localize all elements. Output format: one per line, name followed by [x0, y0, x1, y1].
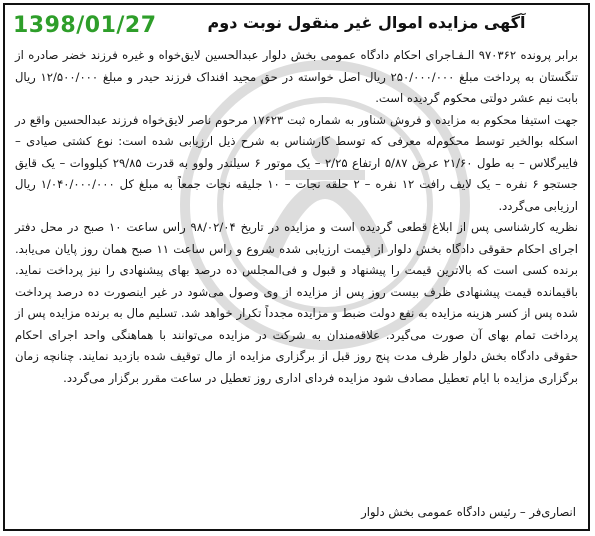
notice-body	[15, 45, 578, 389]
paragraph-case: برابر پرونده ۹۷۰۳۶۲ الـفـاجرای احکام دادگاه عمومی بخش دلوار عبدالحسین لایق‌خواه و غیره فرزند خضر صادره از تنگستان به پرداخت مبلغ ۲۵۰/۰۰۰/۰۰۰ ریال اصل خواسته در حق مجید افنداک فرزند حیدر و مبلغ ۱۲/۵۰۰/۰۰۰ ریال بابت نیم عشر دولتی محکوم گردیده است.	[15, 48, 578, 105]
auction-notice	[3, 3, 590, 531]
notice-title: آگهی مزایده اموال غیر منقول نوبت دوم	[207, 13, 526, 32]
paragraph-valuation: جهت استیفا محکوم به مزایده و فروش شناور به شماره ثبت ۱۷۶۲۳ مرحوم ناصر لایق‌خواه فرزند عبدالحسین واقع در اسکله بوالخیر توسط محکوم‌له معرفی که توسط کارشناس به شرح ذیل ارزیابی شده است: نوع کشتی صیادی – فایبرگلاس – به طول ۲۱/۶۰ عرض ۵/۸۷ ارتفاع ۲/۲۵ – یک موتور ۶ سیلندر ولوو به قدرت ۲۹/۸۵ کیلووات – یک قایق جستجو ۶ نفره – یک لایف رافت ۱۲ نفره – ۲ حلقه نجات – ۱۰ جلیقه نجات جمعاً به مبلغ کل ۱/۰۴۰/۰۰۰/۰۰۰ ریال ارزیابی می‌گردد.	[15, 112, 579, 213]
paragraph-auction-terms: نظریه کارشناسی پس از ابلاغ قطعی گردیده است و مزایده در تاریخ ۹۸/۰۲/۰۴ راس ساعت ۱۰ صبح در محل دفتر اجرای احکام حقوقی دادگاه بخش دلوار از قیمت ارزیابی شده شروع و راس ساعت ۱۱ صبح همان روز پایان می‌یابد. برنده کسی است که بالاترین قیمت را پیشنهاد و قبول و فی‌المجلس ده درصد بهای پیشنهادی را نیز پرداخت نماید. باقیمانده قیمت پیشنهادی ظرف بیست روز پس از مزایده از وی وصول می‌شود در غیر اینصورت ده درصد پرداخت شده پس از کسر هزینه مزایده به نفع دولت ضبط و مزایده مجدداً تکرار خواهد شد. تسلیم مال به برنده مزایده پس از پرداخت تمام بهای آن صورت می‌گیرد. علاقه‌مندان به شرکت در مزایده می‌توانند با هماهنگی واحد اجرای احکام حقوقی دادگاه بخش دلوار ظرف مدت پنج روز قبل از برگزاری مزایده از مال توقیف شده بازدید نمایند. چنانچه زمان برگزاری مزایده با ایام تعطیل مصادف شود مزایده فردای اداری روز تعطیل در ساعت مقرر برگزار می‌گردد.	[15, 220, 579, 385]
date-stamp: 1398/01/27	[13, 13, 157, 38]
signature: انصاری‌فر – رئیس دادگاه عمومی بخش دلوار	[361, 505, 576, 519]
